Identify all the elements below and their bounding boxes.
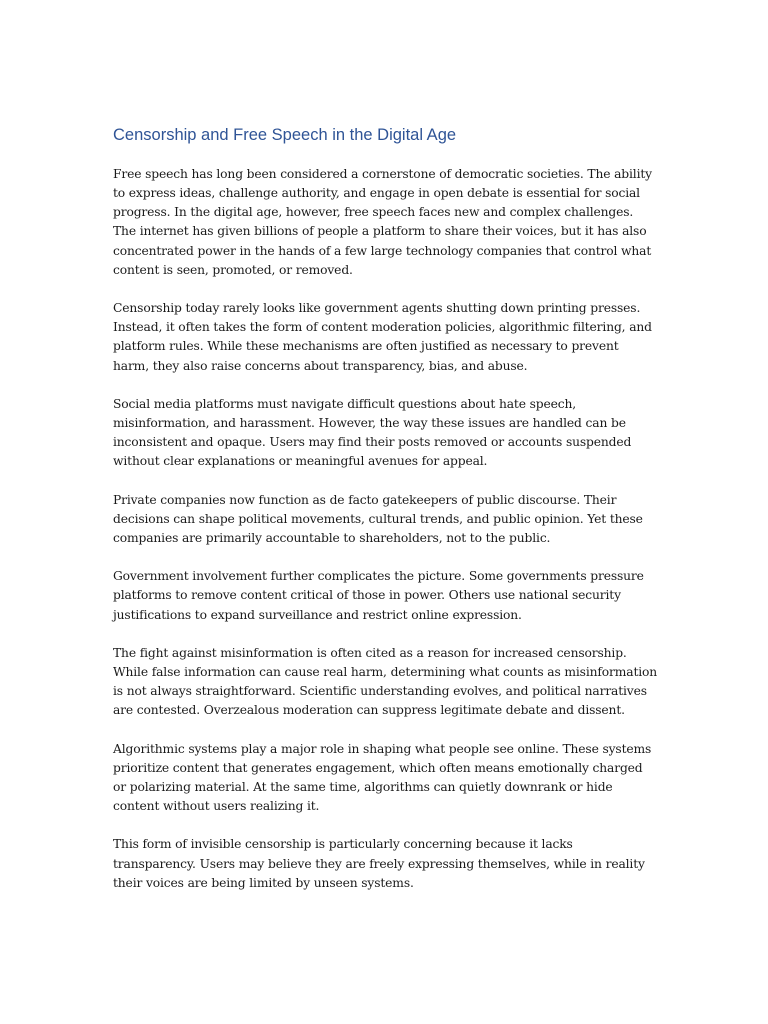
paragraph-government-involvement: Government involvement further complicates the picture. Some governments pressure platforms to remove content critical of those in power. Others use national security justifications to expand surveillance and restrict online expression. xyxy=(113,569,644,622)
paragraph-free-speech-intro: Free speech has long been considered a cornerstone of democratic societies. The ability to express ideas, challenge authority, and engage in open debate is essential for social progress. In the digital age, however, free speech faces new and complex challenges. The internet has given billions of people a platform to share their voices, but it has also concentrated power in the hands of a few large technology companies that control what content is seen, promoted, or removed. xyxy=(113,167,652,277)
document-body xyxy=(113,124,658,912)
paragraph-censorship-today: Censorship today rarely looks like government agents shutting down printing presses. Instead, it often takes the form of content moderation policies, algorithmic filtering, and platform rules. While these mechanisms are often justified as necessary to prevent harm, they also raise concerns about transparency, bias, and abuse. xyxy=(113,301,652,373)
paragraph-misinformation: The fight against misinformation is often cited as a reason for increased censorship. While false information can cause real harm, determining what counts as misinformation is not always straightforward. Scientific understanding evolves, and political narratives are contested. Overzealous moderation can suppress legitimate debate and dissent. xyxy=(113,645,658,718)
paragraph-algorithmic-systems: Algorithmic systems play a major role in shaping what people see online. These systems prioritize content that generates engagement, which often means emotionally charged or polarizing material. At the same time, algorithms can quietly downrank or hide content without users realizing it. xyxy=(113,741,652,814)
paragraph-private-companies: Private companies now function as de facto gatekeepers of public discourse. Their decisions can shape political movements, cultural trends, and public opinion. Yet these companies are primarily accountable to shareholders, not to the public. xyxy=(113,492,643,545)
paragraph-social-media-platforms: Social media platforms must navigate difficult questions about hate speech, misinformation, and harassment. However, the way these issues are handled can be inconsistent and opaque. Users may find their posts removed or accounts suspended without clear explanations or meaningful avenues for appeal. xyxy=(113,396,632,469)
paragraph-invisible-censorship: This form of invisible censorship is particularly concerning because it lacks transparency. Users may believe they are freely expressing themselves, while in reality their voices are being limited by unseen systems. xyxy=(113,837,645,890)
document-title: Censorship and Free Speech in the Digital Age xyxy=(113,126,457,144)
